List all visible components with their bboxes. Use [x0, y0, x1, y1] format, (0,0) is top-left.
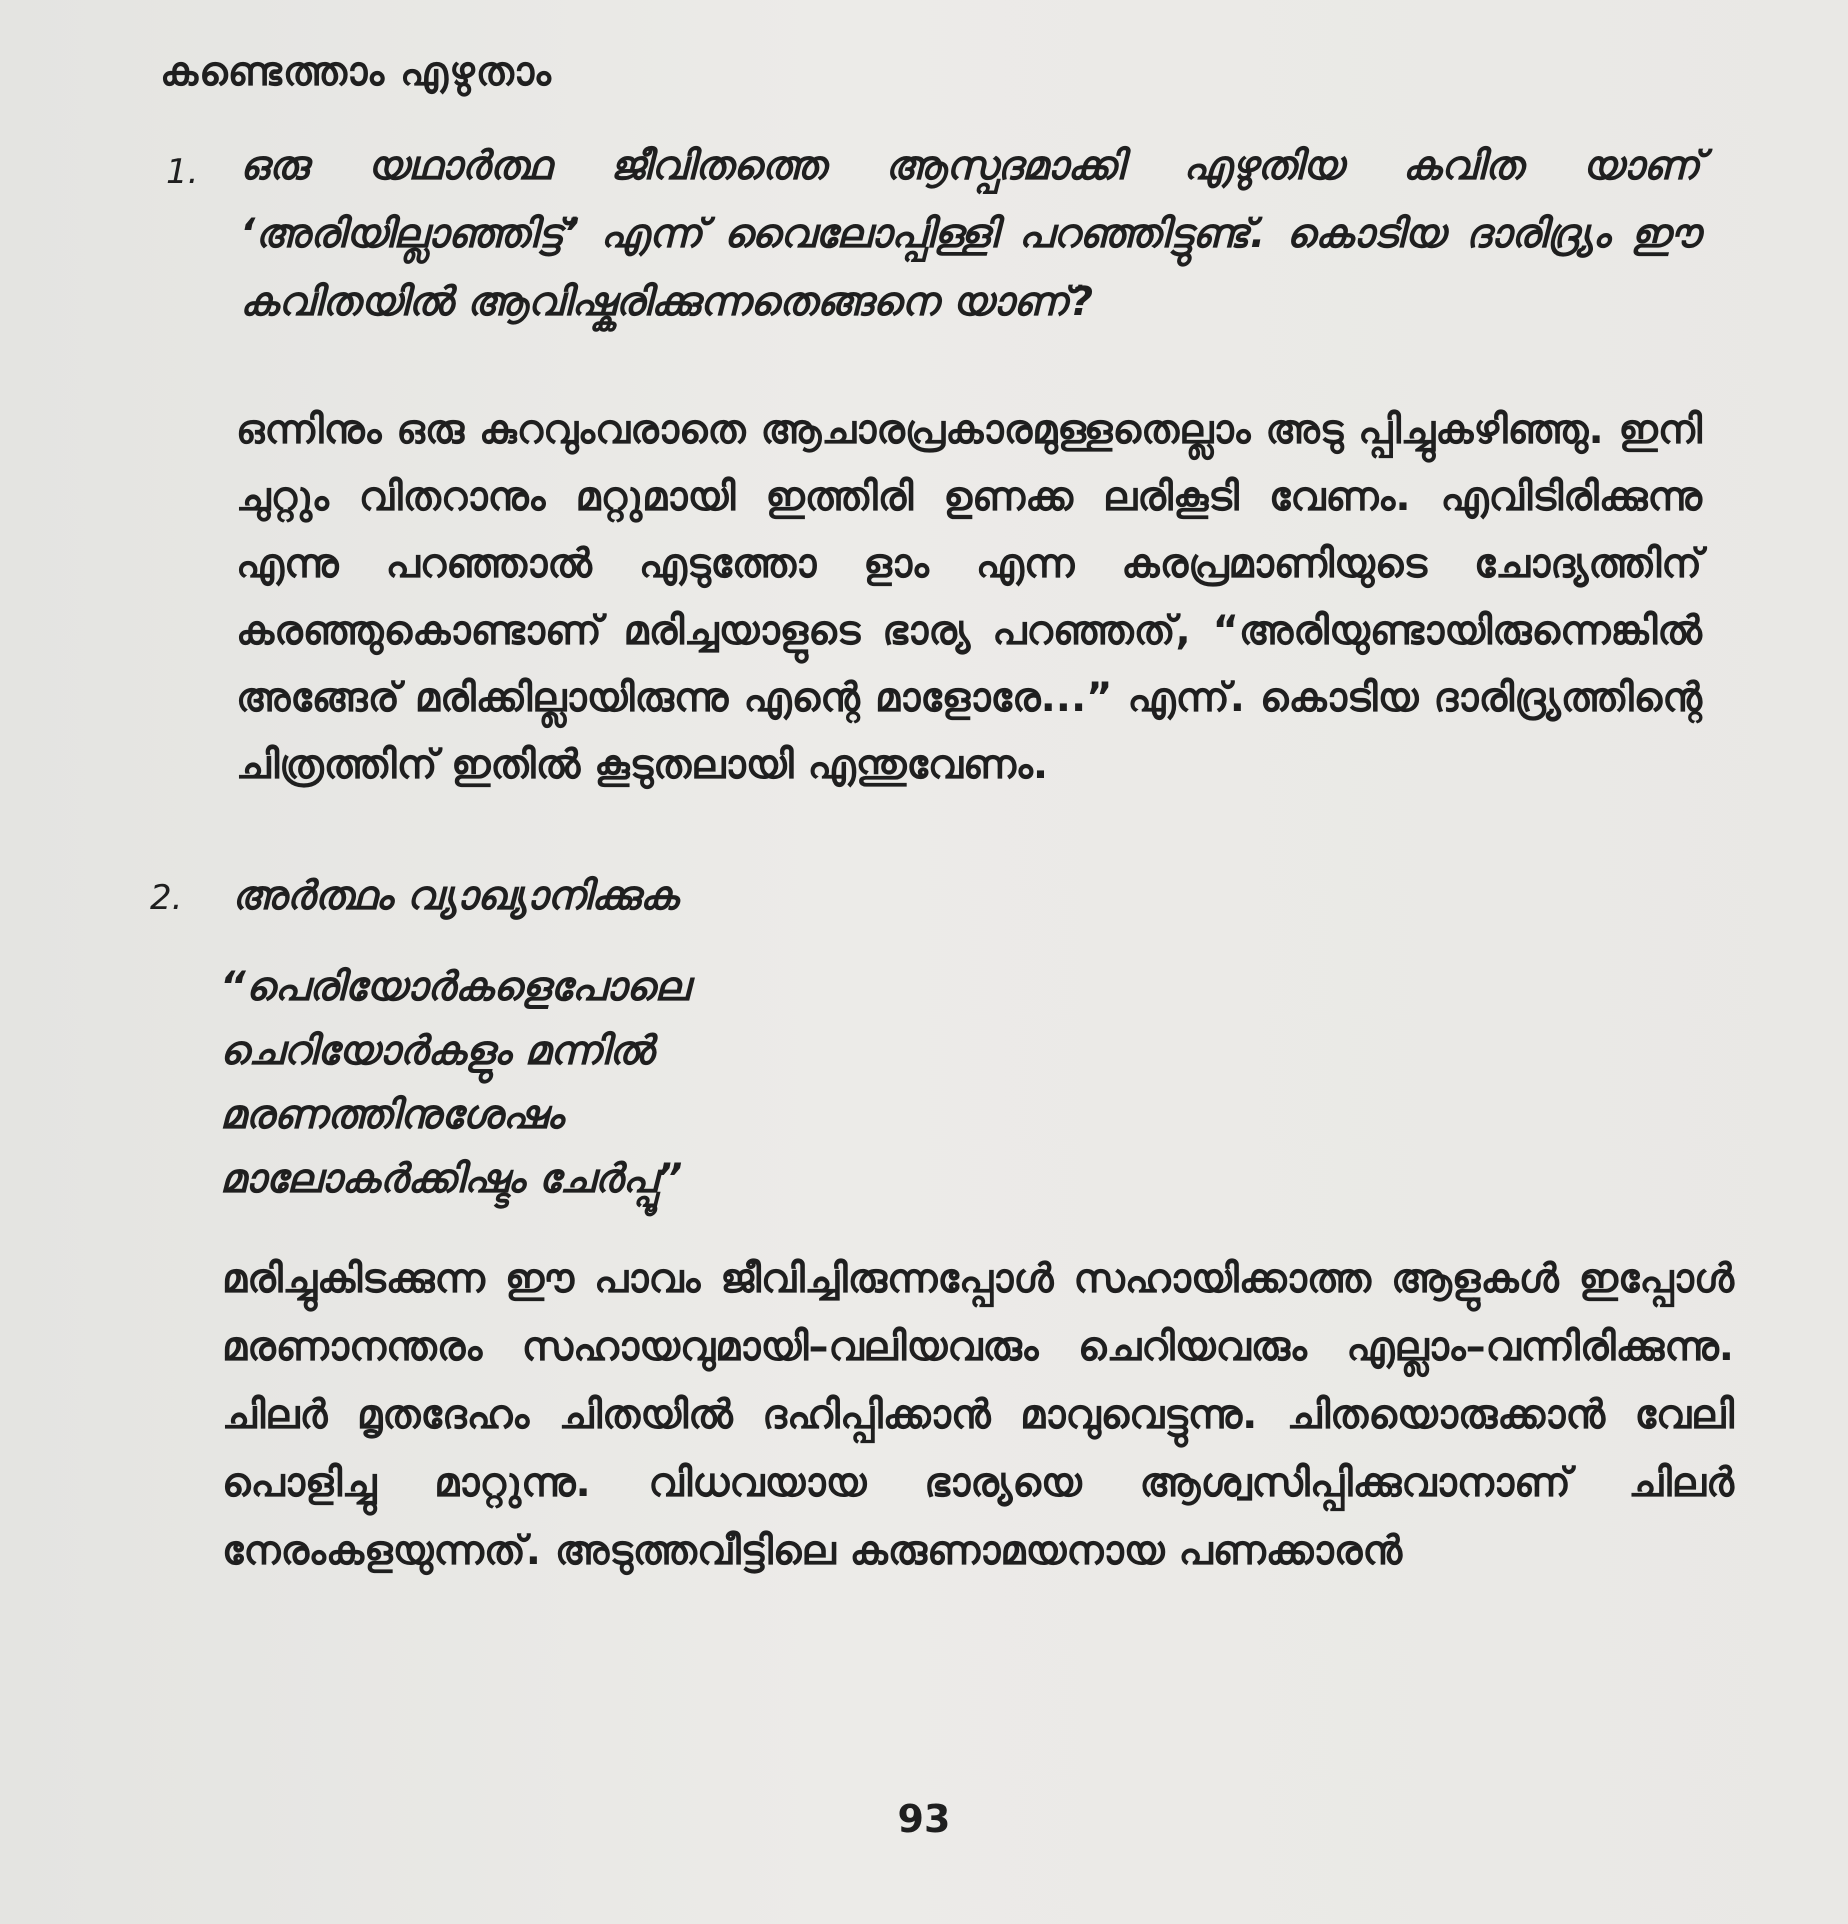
poem-line-2: ചെറിയോർകളും മന്നിൽ [220, 1028, 654, 1074]
question-2-text: അർത്ഥം വ്യാഖ്യാനിക്കുക [232, 873, 678, 919]
page-number: 93 [897, 1797, 951, 1841]
section-heading: കണ്ടെത്താം എഴുതാം [160, 49, 552, 95]
question-2-answer: മരിച്ചുകിടക്കുന്ന ഈ പാവം ജീവിച്ചിരുന്നപ്പോൾ സഹായിക്കാത്ത ആളുകൾ ഇപ്പോൾ മരണാനന്തരം സഹായവുമായി–വലിയവരും ചെറിയവരും എല്ലാം–വന്നിരിക്കുന്നു. ചിലർ മൃതദേഹം ചിതയിൽ ദഹിപ്പിക്കാൻ മാവുവെട്ടുന്നു. ചിതയൊരുക്കാൻ വേലി പൊളിച്ചു മാറ്റുന്നു. വിധവയായ ഭാര്യയെ ആശ്വസിപ്പിക്കുവാനാണ് ചിലർ നേരംകളയുന്നത്. അടുത്തവീട്ടിലെ കരുണാമയനായ പണക്കാരൻ [222, 1256, 1734, 1574]
poem-quote [220, 955, 689, 1211]
poem-line-1: “പെരിയോർകളെപോലെ [220, 964, 689, 1010]
question-2-number: 2. [150, 878, 183, 918]
question-1-number: 1. [166, 152, 199, 192]
question-1-answer: ഒന്നിനും ഒരു കുറവുംവരാതെ ആചാരപ്രകാരമുള്ളതെല്ലാം അടു പ്പിച്ചുകഴിഞ്ഞു. ഇനി ചുറ്റും വിതറാനും മറ്റുമായി ഇത്തിരി ഉണക്ക ലരികൂടി വേണം. എവിടിരിക്കുന്നു എന്നു പറഞ്ഞാൽ എടുത്തോ ളാം എന്ന കരപ്രമാണിയുടെ ചോദ്യത്തിന് കരഞ്ഞുകൊണ്ടാണ് മരിച്ചയാളുടെ ഭാര്യ പറഞ്ഞത്, “അരിയുണ്ടായിരുന്നെങ്കിൽ അങ്ങേര് മരിക്കില്ലായിരുന്നു എന്റെ മാളോരേ...” എന്ന്. കൊടിയ ദാരിദ്ര്യത്തിന്റെ ചിത്രത്തിന് ഇതിൽ കൂടുതലായി എന്തുവേണം. [236, 407, 1702, 788]
poem-line-4: മാലോകർക്കിഷ്ടം ചേർപ്പൂ” [220, 1156, 683, 1202]
poem-line-3: മരണത്തിനുശേഷം [220, 1092, 564, 1138]
question-1-text: ഒരു യഥാർത്ഥ ജീവിതത്തെ ആസ്പദമാക്കി എഴുതിയ കവിത യാണ് ‘അരിയില്ലാഞ്ഞിട്ട്’ എന്ന് വൈലോപ്പിള്ളി പറഞ്ഞിട്ടുണ്ട്. കൊടിയ ദാരിദ്ര്യം ഈ കവിതയിൽ ആവിഷ്കരിക്കുന്നതെങ്ങനെ യാണ്? [240, 143, 1700, 325]
